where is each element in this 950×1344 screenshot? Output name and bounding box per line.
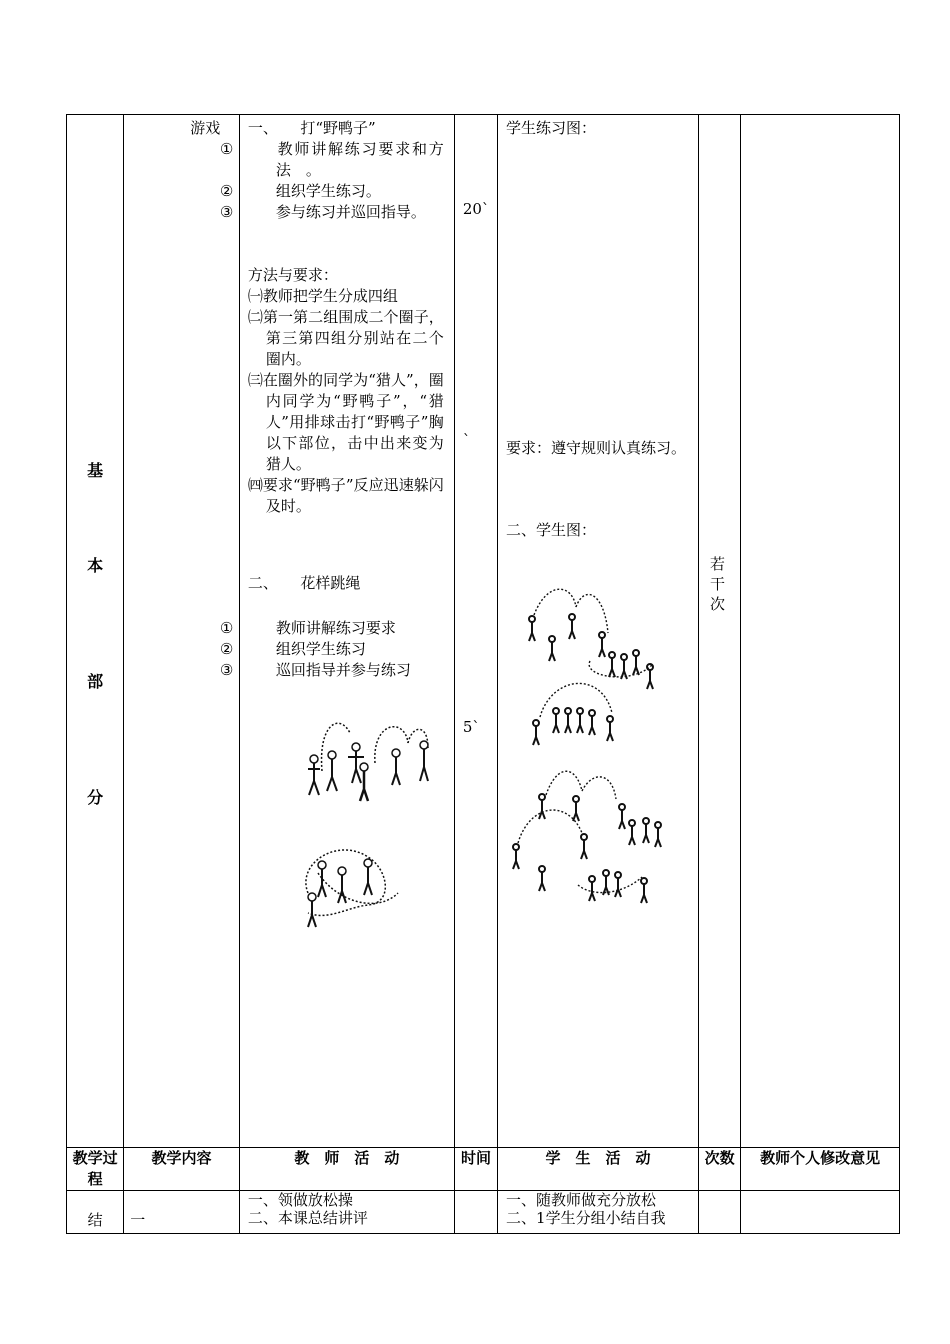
rope-steps [219, 618, 444, 681]
rope-step: ② 组织学生练习 [219, 640, 366, 658]
rope-step: ① 教师讲解练习要求 [219, 619, 396, 637]
time-cell [454, 115, 497, 1148]
closing-teacher-line: 一、领做放松操 [247, 1191, 353, 1209]
diagram-title: 学生练习图： [506, 119, 597, 137]
teacher-activity-cell [219, 115, 454, 1148]
closing-stage: 结 [67, 1191, 124, 1234]
header-row [67, 1148, 900, 1191]
student-activity-cell [498, 115, 699, 1148]
requirement-text: 要求：遵守规则认真练习。 [506, 439, 687, 457]
method-item: ㈣要求“野鸭子”反应迅速躲闪及时。 [247, 476, 444, 515]
note-cell [741, 115, 900, 1148]
closing-note [741, 1191, 900, 1234]
closing-teacher-line: 二、本课总结讲评 [247, 1209, 368, 1227]
main-section-row [67, 115, 900, 1148]
header-time: 时间 [454, 1148, 497, 1191]
game-step: ③ 参与练习并巡回指导。 [219, 203, 426, 221]
rope-skipping-illustration-a [300, 713, 450, 805]
closing-student-line: 二、1学生分组小结自我 [506, 1209, 666, 1227]
header-teacher: 教 师 活 动 [239, 1148, 454, 1191]
rope-skipping-illustration-b [298, 843, 408, 929]
rope-title: 二、 花样跳绳 [247, 574, 361, 592]
lesson-plan-table [66, 114, 900, 1234]
method-items [248, 286, 444, 517]
time-rope: 5` [462, 718, 480, 736]
game-steps [219, 139, 444, 223]
game-step: ② 组织学生练习。 [219, 182, 381, 200]
time-mark: ` [462, 431, 471, 449]
student-jumping-figure [512, 585, 692, 905]
closing-teacher [239, 1191, 454, 1234]
method-title: 方法与要求： [247, 266, 338, 284]
method-item: ㈠教师把学生分成四组 [247, 287, 398, 305]
stage-char: 部 [87, 672, 104, 691]
time-game: 20` [462, 200, 490, 218]
game-title: 一、 打“野鸭子” [247, 119, 376, 137]
stage-char: 本 [87, 556, 104, 575]
closing-student-line: 一、随教师做充分放松 [506, 1191, 657, 1209]
header-note: 教师个人修改意见 [741, 1148, 900, 1191]
closing-content: 一 [124, 1191, 240, 1234]
method-item: ㈡第一第二组围成二个圈子，第三第四组分别站在二个圈内。 [247, 308, 444, 368]
rope-step: ③ 巡回指导并参与练习 [219, 661, 411, 679]
count-cell [699, 115, 741, 1148]
stage-char: 基 [87, 461, 104, 480]
header-count: 次数 [699, 1148, 741, 1191]
stage-char: 分 [87, 788, 104, 807]
closing-time [454, 1191, 497, 1234]
header-content: 教学内容 [124, 1148, 240, 1191]
figure-title: 二、学生图： [506, 521, 597, 539]
game-step: ① 教师讲解练习要求和方法 。 [219, 140, 444, 179]
closing-student [498, 1191, 699, 1234]
closing-count [699, 1191, 741, 1234]
closing-row [67, 1191, 900, 1234]
header-student: 学 生 活 动 [498, 1148, 699, 1191]
count-text: 若干次 [710, 555, 726, 613]
content-text: 游戏 [190, 119, 221, 137]
method-item: ㈢在圈外的同学为“猎人”，圈内同学为“野鸭子”，“猎人”用排球击打“野鸭子”胸以下部位，击中出来变为猎人。 [247, 371, 444, 473]
header-stage: 教学过程 [67, 1148, 124, 1191]
stage-cell [67, 115, 124, 1148]
